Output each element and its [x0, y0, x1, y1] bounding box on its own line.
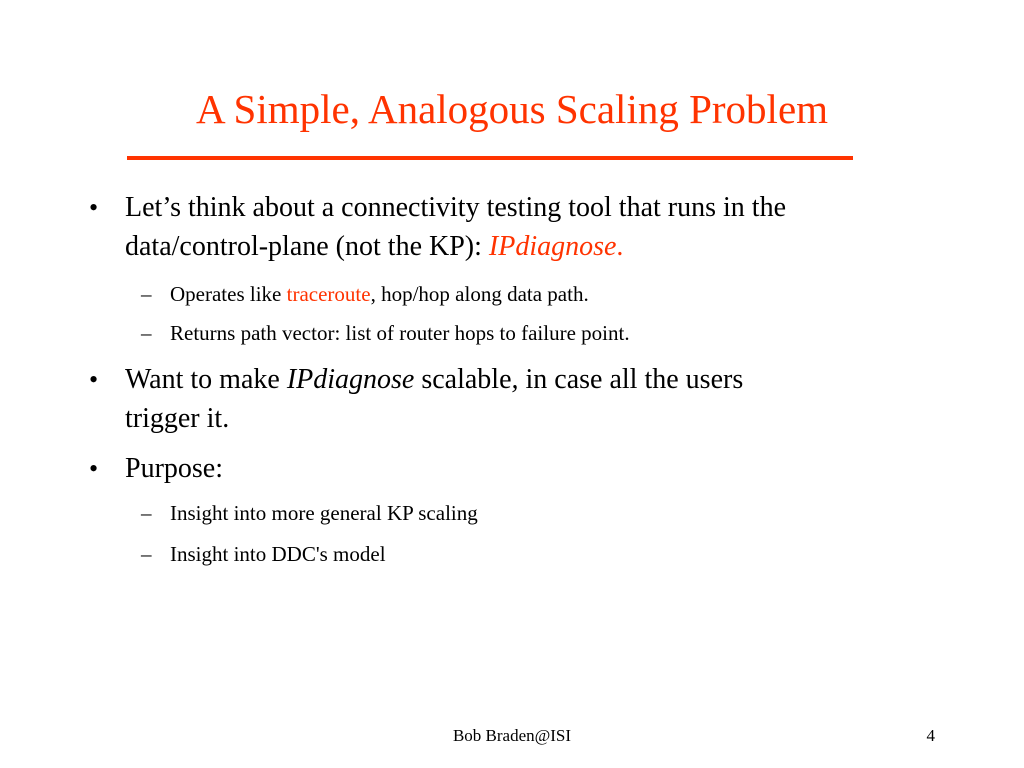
- sub-bullet-1-1: [141, 281, 950, 307]
- sub-bullet-1-2-text: Returns path vector: list of router hops to failure point.: [170, 321, 630, 345]
- bullet-2-comma: ,: [511, 364, 519, 395]
- sub-bullet-3-1: [141, 500, 950, 526]
- footer-author: Bob Braden@ISI: [452, 726, 572, 745]
- bullet-1-line-2: data/control-plane (not the KP):: [125, 231, 489, 262]
- sub-bullet-1-1-pre: Operates like: [170, 282, 287, 306]
- sub-bullet-3-2-text: Insight into DDC's model: [170, 542, 386, 566]
- bullet-marker: •: [89, 454, 99, 483]
- bullet-1-line-1: Let’s think about a connectivity testing tool that runs in the: [125, 192, 786, 223]
- bullet-3-text: Purpose:: [125, 453, 223, 484]
- dash-marker: –: [141, 542, 152, 566]
- ipdiagnose-italic: IPdiagnose: [286, 364, 415, 395]
- dash-marker: –: [141, 501, 152, 525]
- bullet-2-post-2: in case all the users: [518, 364, 744, 395]
- slide-title: A Simple, Analogous Scaling Problem: [195, 86, 829, 132]
- bullet-1-continuation: [125, 229, 955, 265]
- page-number: 4: [926, 726, 935, 745]
- bullet-1-period: .: [616, 231, 624, 262]
- sub-bullet-1-2: [141, 320, 950, 346]
- bullet-marker: •: [89, 193, 99, 222]
- sub-bullet-3-1-text: Insight into more general KP scaling: [170, 501, 478, 525]
- title-underline: [127, 156, 853, 160]
- sub-bullet-3-2: [141, 541, 950, 567]
- dash-marker: –: [141, 282, 152, 306]
- bullet-1: [89, 190, 955, 226]
- ipdiagnose-emphasis: IPdiagnose: [488, 231, 617, 262]
- dash-marker: –: [141, 321, 152, 345]
- bullet-2-line-2: trigger it.: [125, 403, 230, 434]
- traceroute-emphasis: traceroute: [286, 282, 371, 306]
- bullet-2-continuation: [125, 401, 955, 437]
- bullet-3: [89, 451, 955, 487]
- bullet-2-post: scalable: [414, 364, 512, 395]
- bullet-marker: •: [89, 365, 99, 394]
- bullet-2: [89, 362, 955, 398]
- bullet-2-pre: Want to make: [125, 364, 287, 395]
- sub-bullet-1-1-post: , hop/hop along data path.: [370, 282, 589, 306]
